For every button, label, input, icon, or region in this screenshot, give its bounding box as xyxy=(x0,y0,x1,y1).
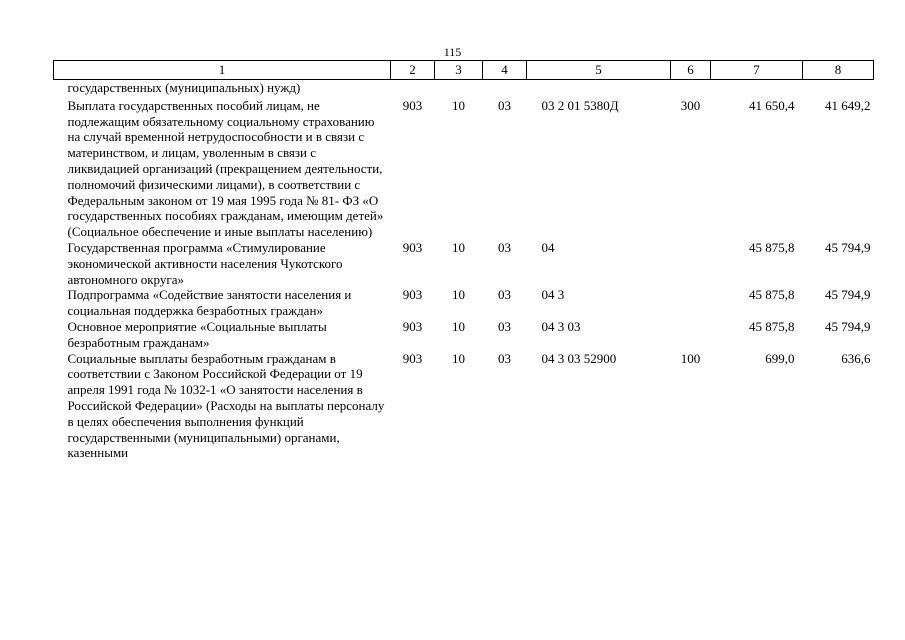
header-col-8: 8 xyxy=(803,61,874,80)
row-name: Государственная программа «Стимулирование экономической активности населения Чукотского автономного округа» xyxy=(67,239,343,287)
row-section: 10 xyxy=(452,97,465,113)
header-col-7: 7 xyxy=(711,61,803,80)
table-row xyxy=(54,80,874,98)
row-section: 10 xyxy=(452,239,465,255)
row-section xyxy=(435,80,483,98)
row-expense-type xyxy=(671,80,711,98)
header-col-2: 2 xyxy=(391,61,435,80)
row-ministry xyxy=(391,80,435,98)
row-expense-type xyxy=(671,287,711,319)
header-row xyxy=(54,61,874,80)
row-name: Подпрограмма «Содействие занятости населения и социальная поддержка безработных граждан» xyxy=(67,287,352,319)
row-ministry: 903 xyxy=(402,287,423,303)
table-body xyxy=(54,80,874,462)
row-sum-1 xyxy=(711,80,803,98)
row-sum-2: 45 794,9 xyxy=(825,318,871,334)
row-section: 10 xyxy=(452,287,465,303)
row-subsection: 03 xyxy=(498,97,511,113)
row-target-code: 04 xyxy=(541,239,555,255)
header-col-4: 4 xyxy=(483,61,527,80)
row-sum-1: 45 875,8 xyxy=(749,239,795,255)
row-ministry: 903 xyxy=(402,97,423,113)
row-target-code: 04 3 xyxy=(541,287,565,303)
row-target-code xyxy=(527,80,671,98)
table-row xyxy=(54,240,874,287)
row-sum-2: 636,6 xyxy=(841,350,871,366)
row-sum-2 xyxy=(803,80,874,98)
row-expense-type: 300 xyxy=(680,97,701,113)
header-col-1: 1 xyxy=(54,61,391,80)
row-subsection: 03 xyxy=(498,287,511,303)
row-name: Выплата государственных пособий лицам, не подлежащим обязательному социальному страхованию на случай временной нетрудоспособности и в связи с материнством, и лицам, уволенным в связи с ликвидацией организаций (прекращением деятельности, полномочий физическими лицами), в соответствии с Федеральным законом от 19 мая 1995 года № 81- ФЗ «О государственных пособиях гражданам, имеющим детей» (Социальное обеспечение и иные выплаты населению) xyxy=(67,97,384,240)
page-number: 115 xyxy=(443,45,462,59)
row-expense-type: 100 xyxy=(680,350,701,366)
budget-table xyxy=(53,60,874,461)
row-sum-2: 45 794,9 xyxy=(825,287,871,303)
row-name: государственных (муниципальных) нужд) xyxy=(67,80,301,95)
row-sum-2: 41 649,2 xyxy=(825,97,871,113)
row-sum-1: 41 650,4 xyxy=(749,97,795,113)
row-name: Социальные выплаты безработным гражданам в соответствии с Законом Российской Федерации от 19 апреля 1991 года № 1032-1 «О занятости населения в Российской Федерации» (Расходы на выплаты персоналу в целях обеспечения выполнения функций государственными (муниципальными) органами, казенными xyxy=(67,350,385,461)
table-row xyxy=(54,319,874,351)
row-sum-1: 45 875,8 xyxy=(749,318,795,334)
row-target-code: 04 3 03 xyxy=(541,318,581,334)
header-col-6: 6 xyxy=(671,61,711,80)
header-col-5: 5 xyxy=(527,61,671,80)
row-section: 10 xyxy=(452,350,465,366)
row-subsection: 03 xyxy=(498,350,511,366)
row-ministry: 903 xyxy=(402,318,423,334)
table-row xyxy=(54,351,874,462)
row-name: Основное мероприятие «Социальные выплаты безработным гражданам» xyxy=(67,318,327,350)
row-subsection xyxy=(483,80,527,98)
row-sum-1: 699,0 xyxy=(765,350,795,366)
row-expense-type xyxy=(671,319,711,351)
row-sum-1: 45 875,8 xyxy=(749,287,795,303)
row-subsection: 03 xyxy=(498,318,511,334)
table-row xyxy=(54,287,874,319)
row-target-code: 04 3 03 52900 xyxy=(541,350,617,366)
row-expense-type xyxy=(671,240,711,287)
row-section: 10 xyxy=(452,318,465,334)
row-sum-2: 45 794,9 xyxy=(825,239,871,255)
row-ministry: 903 xyxy=(402,239,423,255)
row-target-code: 03 2 01 5380Д xyxy=(541,97,619,113)
table-header xyxy=(54,61,874,80)
table-row xyxy=(54,98,874,240)
header-col-3: 3 xyxy=(435,61,483,80)
row-ministry: 903 xyxy=(402,350,423,366)
row-subsection: 03 xyxy=(498,239,511,255)
